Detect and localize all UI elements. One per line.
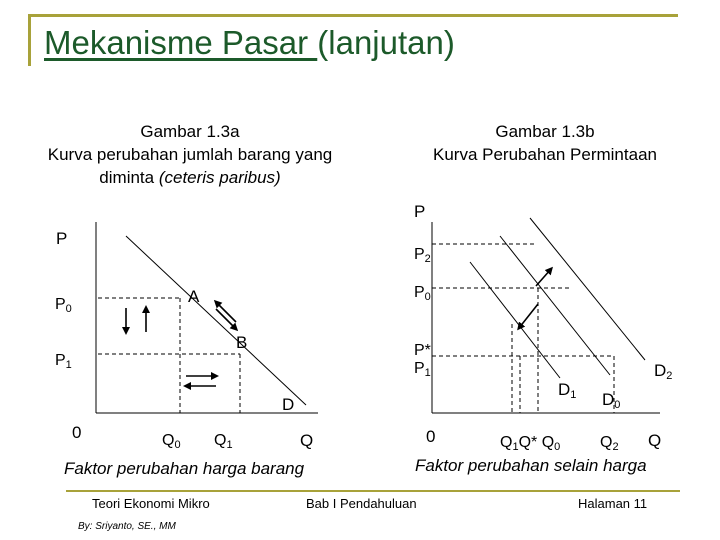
fig-b-q1-text: Q bbox=[500, 434, 513, 451]
fig-a-p1-label bbox=[55, 352, 72, 374]
fig-b-y-axis-label: P bbox=[414, 202, 426, 221]
fig-b-demand-d2 bbox=[530, 218, 645, 360]
fig-b-origin-label: 0 bbox=[426, 427, 436, 446]
fig-a-footer-caption: Faktor perubahan harga barang bbox=[64, 459, 305, 478]
figure-a-caption-line1: Gambar 1.3a bbox=[140, 122, 240, 141]
fig-b-q2-sub: 2 bbox=[612, 441, 619, 453]
fig-b-d1-text: D bbox=[558, 380, 571, 399]
fig-b-d0-label bbox=[602, 390, 620, 415]
fig-b-p0-text: P bbox=[414, 284, 425, 301]
fig-b-q2-label bbox=[600, 434, 619, 456]
fig-b-p0-sub: 0 bbox=[424, 291, 431, 303]
fig-b-p2-text: P bbox=[414, 246, 425, 263]
fig-a-q0-sub: 0 bbox=[174, 439, 181, 451]
figure-b-caption-line1: Gambar 1.3b bbox=[495, 122, 595, 141]
fig-b-d1-sub: 1 bbox=[570, 389, 577, 401]
fig-b-d0-sub: 0 bbox=[614, 399, 621, 411]
fig-b-q0-text: Q bbox=[541, 434, 555, 451]
fig-a-origin-label: 0 bbox=[72, 423, 82, 442]
fig-b-q1-sub: 1 bbox=[512, 441, 519, 453]
fig-a-q1-sub: 1 bbox=[226, 439, 233, 451]
fig-b-p2-label bbox=[414, 246, 431, 268]
figure-b-caption-line2: Kurva Perubahan Permintaan bbox=[433, 145, 657, 164]
fig-b-p0-label bbox=[414, 284, 431, 306]
slide-title-rest: (lanjutan) bbox=[317, 24, 455, 61]
fig-a-point-b-label: B bbox=[236, 333, 248, 352]
fig-b-d2-sub: 2 bbox=[666, 370, 673, 382]
fig-a-p1-sub: 1 bbox=[65, 359, 72, 371]
fig-b-d2-label bbox=[654, 361, 672, 386]
fig-b-p1-text: P bbox=[414, 360, 425, 377]
fig-b-p2-sub: 2 bbox=[424, 253, 431, 265]
footer-center: Bab I Pendahuluan bbox=[306, 496, 417, 511]
fig-b-d1-label bbox=[558, 380, 576, 405]
fig-b-demand-d1 bbox=[470, 262, 560, 378]
footer-right: Halaman 11 bbox=[578, 496, 648, 511]
fig-a-q1-label bbox=[214, 432, 233, 454]
fig-a-y-axis-label: P bbox=[56, 229, 68, 248]
fig-a-point-a-label: A bbox=[188, 287, 200, 306]
fig-b-p1-sub: 1 bbox=[424, 367, 431, 379]
fig-b-footer-caption: Faktor perubahan selain harga bbox=[415, 456, 647, 475]
fig-b-d2-text: D bbox=[654, 361, 667, 380]
figure-a-caption-line2: Kurva perubahan jumlah barang yang bbox=[47, 145, 333, 164]
fig-b-x-axis-label: Q bbox=[648, 431, 662, 450]
fig-a-p1-text: P bbox=[55, 352, 66, 369]
footer-author: By: Sriyanto, SE., MM bbox=[78, 521, 176, 532]
fig-b-shift-left-arrow bbox=[519, 304, 538, 328]
figure-a-caption-line3-prefix: diminta bbox=[99, 168, 159, 187]
fig-a-x-axis-label: Q bbox=[300, 431, 314, 450]
fig-a-q1-text: Q bbox=[214, 432, 227, 449]
slide-title-underlined: Mekanisme Pasar bbox=[44, 24, 318, 61]
fig-b-q2-text: Q bbox=[600, 434, 613, 451]
fig-b-shift-right-arrow bbox=[536, 269, 551, 286]
fig-a-q0-text: Q bbox=[162, 432, 175, 449]
fig-b-q-labels-row bbox=[500, 434, 560, 456]
fig-a-curve-d-label: D bbox=[282, 395, 295, 414]
fig-a-p0-label bbox=[55, 296, 72, 318]
fig-b-d0-text: D bbox=[602, 390, 615, 409]
fig-b-demand-d0 bbox=[500, 236, 610, 375]
fig-b-p1-label bbox=[414, 360, 431, 382]
fig-a-p0-text: P bbox=[55, 296, 66, 313]
fig-a-demand-curve bbox=[126, 236, 306, 405]
fig-b-pstar-label: P* bbox=[414, 342, 431, 359]
fig-b-q0-sub: 0 bbox=[554, 441, 561, 453]
fig-a-p0-sub: 0 bbox=[65, 303, 72, 315]
fig-a-q0-label bbox=[162, 432, 181, 454]
footer-rule bbox=[66, 490, 680, 492]
figure-a-caption-line3-italic: (ceteris paribus) bbox=[158, 168, 281, 187]
footer-left: Teori Ekonomi Mikro bbox=[92, 496, 210, 511]
fig-b-qstar-text: Q* bbox=[518, 434, 538, 451]
